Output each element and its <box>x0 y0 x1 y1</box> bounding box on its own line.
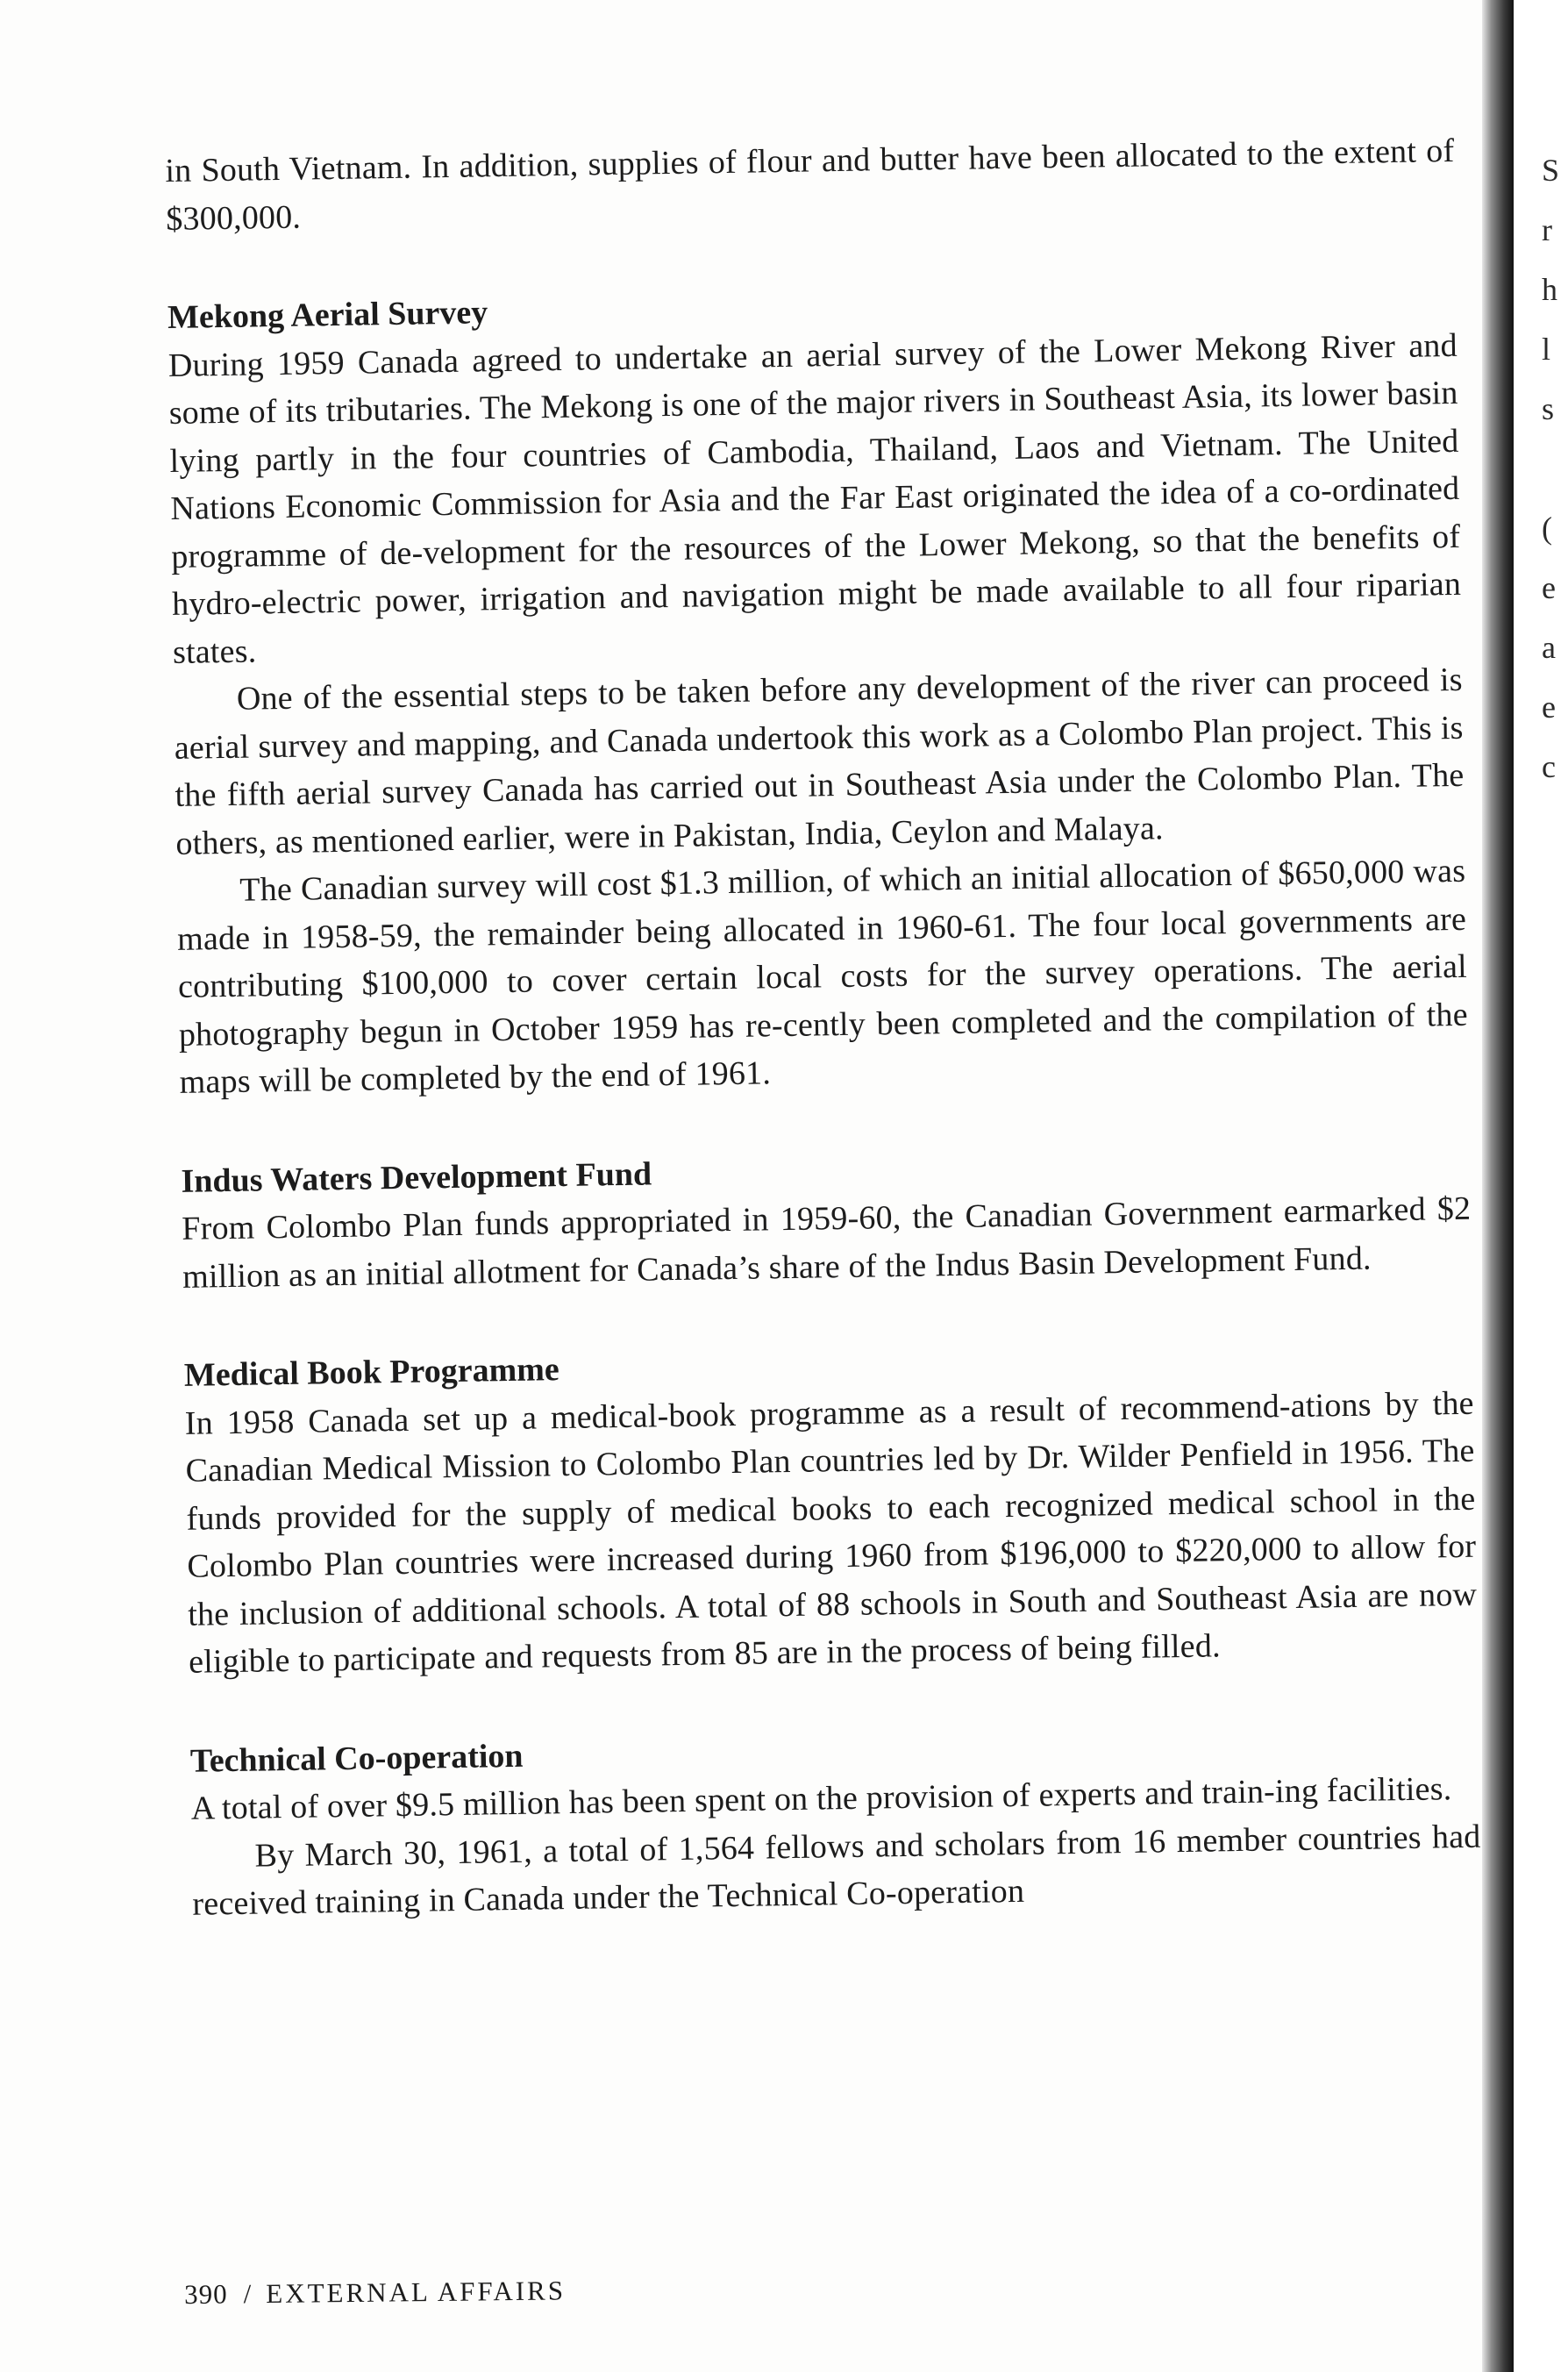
paragraph: By March 30, 1961, a total of 1,564 fellows and scholars from 16 member countries had received training in Canada under the Technical Co-operation <box>192 1818 1481 1923</box>
paragraph: From Colombo Plan funds appropriated in 1959-60, the Canadian Government earmarked $2 million as an initial allotment for Canada’s share of the Indus Basin Development Fund. <box>182 1190 1472 1296</box>
fragment-letter: l <box>1542 332 1551 367</box>
paragraph: One of the essential steps to be taken before any development of the river can proceed is aerial survey and mapping, and Canada undertook this work as a Colombo Plan project. This is the fifth aerial survey Canada has carried out in Southeast Asia under the Colombo Plan. The others, as mentioned earlier, were in Pakistan, India, Ceylon and Malaya. <box>174 661 1465 862</box>
fragment-letter: ( <box>1542 511 1552 546</box>
section-heading: Technical Co-operation <box>189 1737 524 1780</box>
binding-gutter <box>1482 0 1514 2372</box>
fragment-letter: S <box>1542 153 1560 188</box>
opening-paragraph: in South Vietnam. In addition, supplies of flour and butter have been allocated to the extent of $300,000. <box>165 132 1455 238</box>
publication-title: EXTERNAL AFFAIRS <box>266 2275 567 2310</box>
footer-separator: / <box>243 2278 254 2310</box>
section-technical-co-operation <box>189 1717 1481 1928</box>
fragment-letter: r <box>1542 212 1552 247</box>
page-number: 390 <box>184 2278 228 2310</box>
section-medical-book-programme <box>184 1332 1479 1687</box>
page-footer <box>184 2275 566 2311</box>
paragraph: In 1958 Canada set up a medical-book programme as a result of recommend-ations by the Canadian Medical Mission to Colombo Plan countries led by Dr. Wilder Penfield in 1956. The funds provided for the supply of medical books to each recognized medical school in the Colombo Plan countries were increased during 1960 from $196,000 to $220,000 to allow for the inclusion of additional schools. A total of 88 schools in South and Southeast Asia are now eligible to participate and requests from 85 are in the process of being filled. <box>184 1384 1478 1681</box>
paragraph: The Canadian survey will cost $1.3 million, of which an initial allocation of $650,000 was made in 1958-59, the remainder being allocated in 1960-61. The four local governments are contributing $100,000 to cover certain local costs for the survey operations. The aerial photography begun in October 1959 has re-cently been completed and the compilation of the maps will be completed by the end of 1961. <box>176 852 1469 1101</box>
adjacent-page-fragments <box>1542 140 1568 797</box>
fragment-letter: s <box>1542 391 1555 426</box>
section-heading: Mekong Aerial Survey <box>167 294 488 336</box>
fragment-letter: c <box>1542 749 1556 784</box>
fragment-letter: e <box>1542 689 1556 725</box>
section-indus-waters-development-fund <box>181 1137 1472 1301</box>
fragment-letter <box>1542 439 1568 498</box>
paragraph: During 1959 Canada agreed to undertake an aerial survey of the Lower Mekong River and some of its tributaries. The Mekong is one of the major rivers in Southeast Asia, its lower basin lying partly in the four countries of Cambodia, Thailand, Laos and Vietnam. The United Nations Economic Commission for Asia and the Far East originated the idea of a co-ordinated programme of de-velopment for the resources of the Lower Mekong, so that the benefits of hydro-electric power, irrigation and navigation might be made available to all four riparian states. <box>167 326 1462 671</box>
section-heading: Indus Waters Development Fund <box>181 1154 652 1200</box>
section-heading: Medical Book Programme <box>183 1351 560 1394</box>
section-mekong-aerial-survey <box>167 274 1469 1106</box>
paragraph: A total of over $9.5 million has been spent on the provision of experts and train-ing facilities. <box>190 1770 1452 1827</box>
text-column <box>165 127 1482 1928</box>
fragment-letter: a <box>1542 630 1556 665</box>
fragment-letter: e <box>1542 570 1556 605</box>
fragment-letter: h <box>1542 272 1557 307</box>
